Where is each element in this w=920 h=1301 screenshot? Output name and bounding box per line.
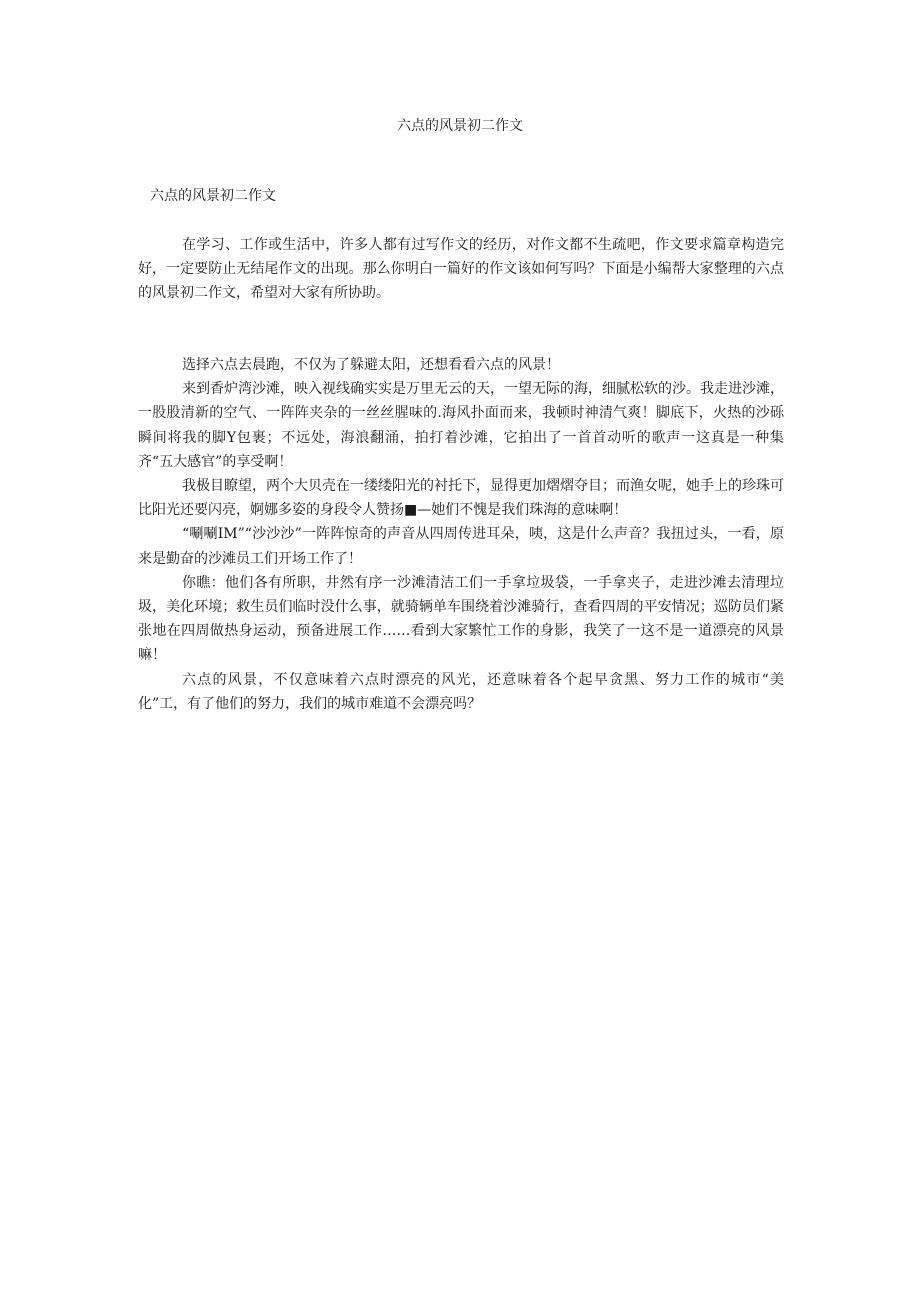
essay-paragraph: 六点的风景，不仅意味着六点时漂亮的风光，还意味着各个起早贪黑、努力工作的城市“美化”工，有了他们的努力，我们的城市难道不会漂亮吗？	[138, 671, 784, 712]
essay-paragraph: 来到香炉湾沙滩，映入视线确实实是万里无云的天，一望无际的海，细腻松软的沙。我走进沙滩，一股股清新的空气、一阵阵夹杂的一丝丝腥味的.海风扑面而来，我顿时神清气爽！脚底下，火热的沙砾瞬间将我的脚Y包裹；不远处，海浪翻涌，拍打着沙滩，它拍出了一首首动听的歌声一这真是一种集齐“五大感官”的享受啊！	[138, 381, 784, 470]
essay-paragraph: 你瞧：他们各有所职，井然有序一沙滩清洁工们一手拿垃圾袋，一手拿夹子，走进沙滩去清理垃圾，美化环境；救生员们临时没什么事，就骑辆单车围绕着沙滩骑行，查看四周的平安情况；巡防员们紧张地在四周做热身运动，预备进展工作……看到大家繁忙工作的身影，我笑了一这不是一道漂亮的风景嘛！	[138, 574, 784, 664]
essay-paragraph: “唰唰IM”“沙沙沙”一阵阵惊奇的声音从四周传进耳朵，咦，这是什么声音？我扭过头，一看，原来是勤奋的沙滩员工们开场工作了！	[138, 526, 784, 567]
section-heading: 六点的风景初二作文	[150, 188, 276, 204]
essay-paragraph: 我极目瞭望，两个大贝壳在一缕缕阳光的衬托下，显得更加熠熠夺目；而渔女呢，她手上的珍珠可比阳光还要闪亮，婀娜多姿的身段令人赞扬■—她们不愧是我们珠海的意味啊！	[138, 478, 784, 519]
document-title: 六点的风景初二作文	[397, 118, 523, 134]
essay-paragraph: 选择六点去晨跑，不仅为了躲避太阳，还想看看六点的风景！	[182, 357, 560, 373]
essay-body	[138, 353, 784, 716]
intro-paragraph: 在学习、工作或生活中，许多人都有过写作文的经历，对作文都不生疏吧，作文要求篇章构造完好，一定要防止无结尾作文的出现。那么你明白一篇好的作文该如何写吗？下面是小编帮大家整理的六点的风景初二作文，希望对大家有所协助。	[138, 237, 784, 301]
